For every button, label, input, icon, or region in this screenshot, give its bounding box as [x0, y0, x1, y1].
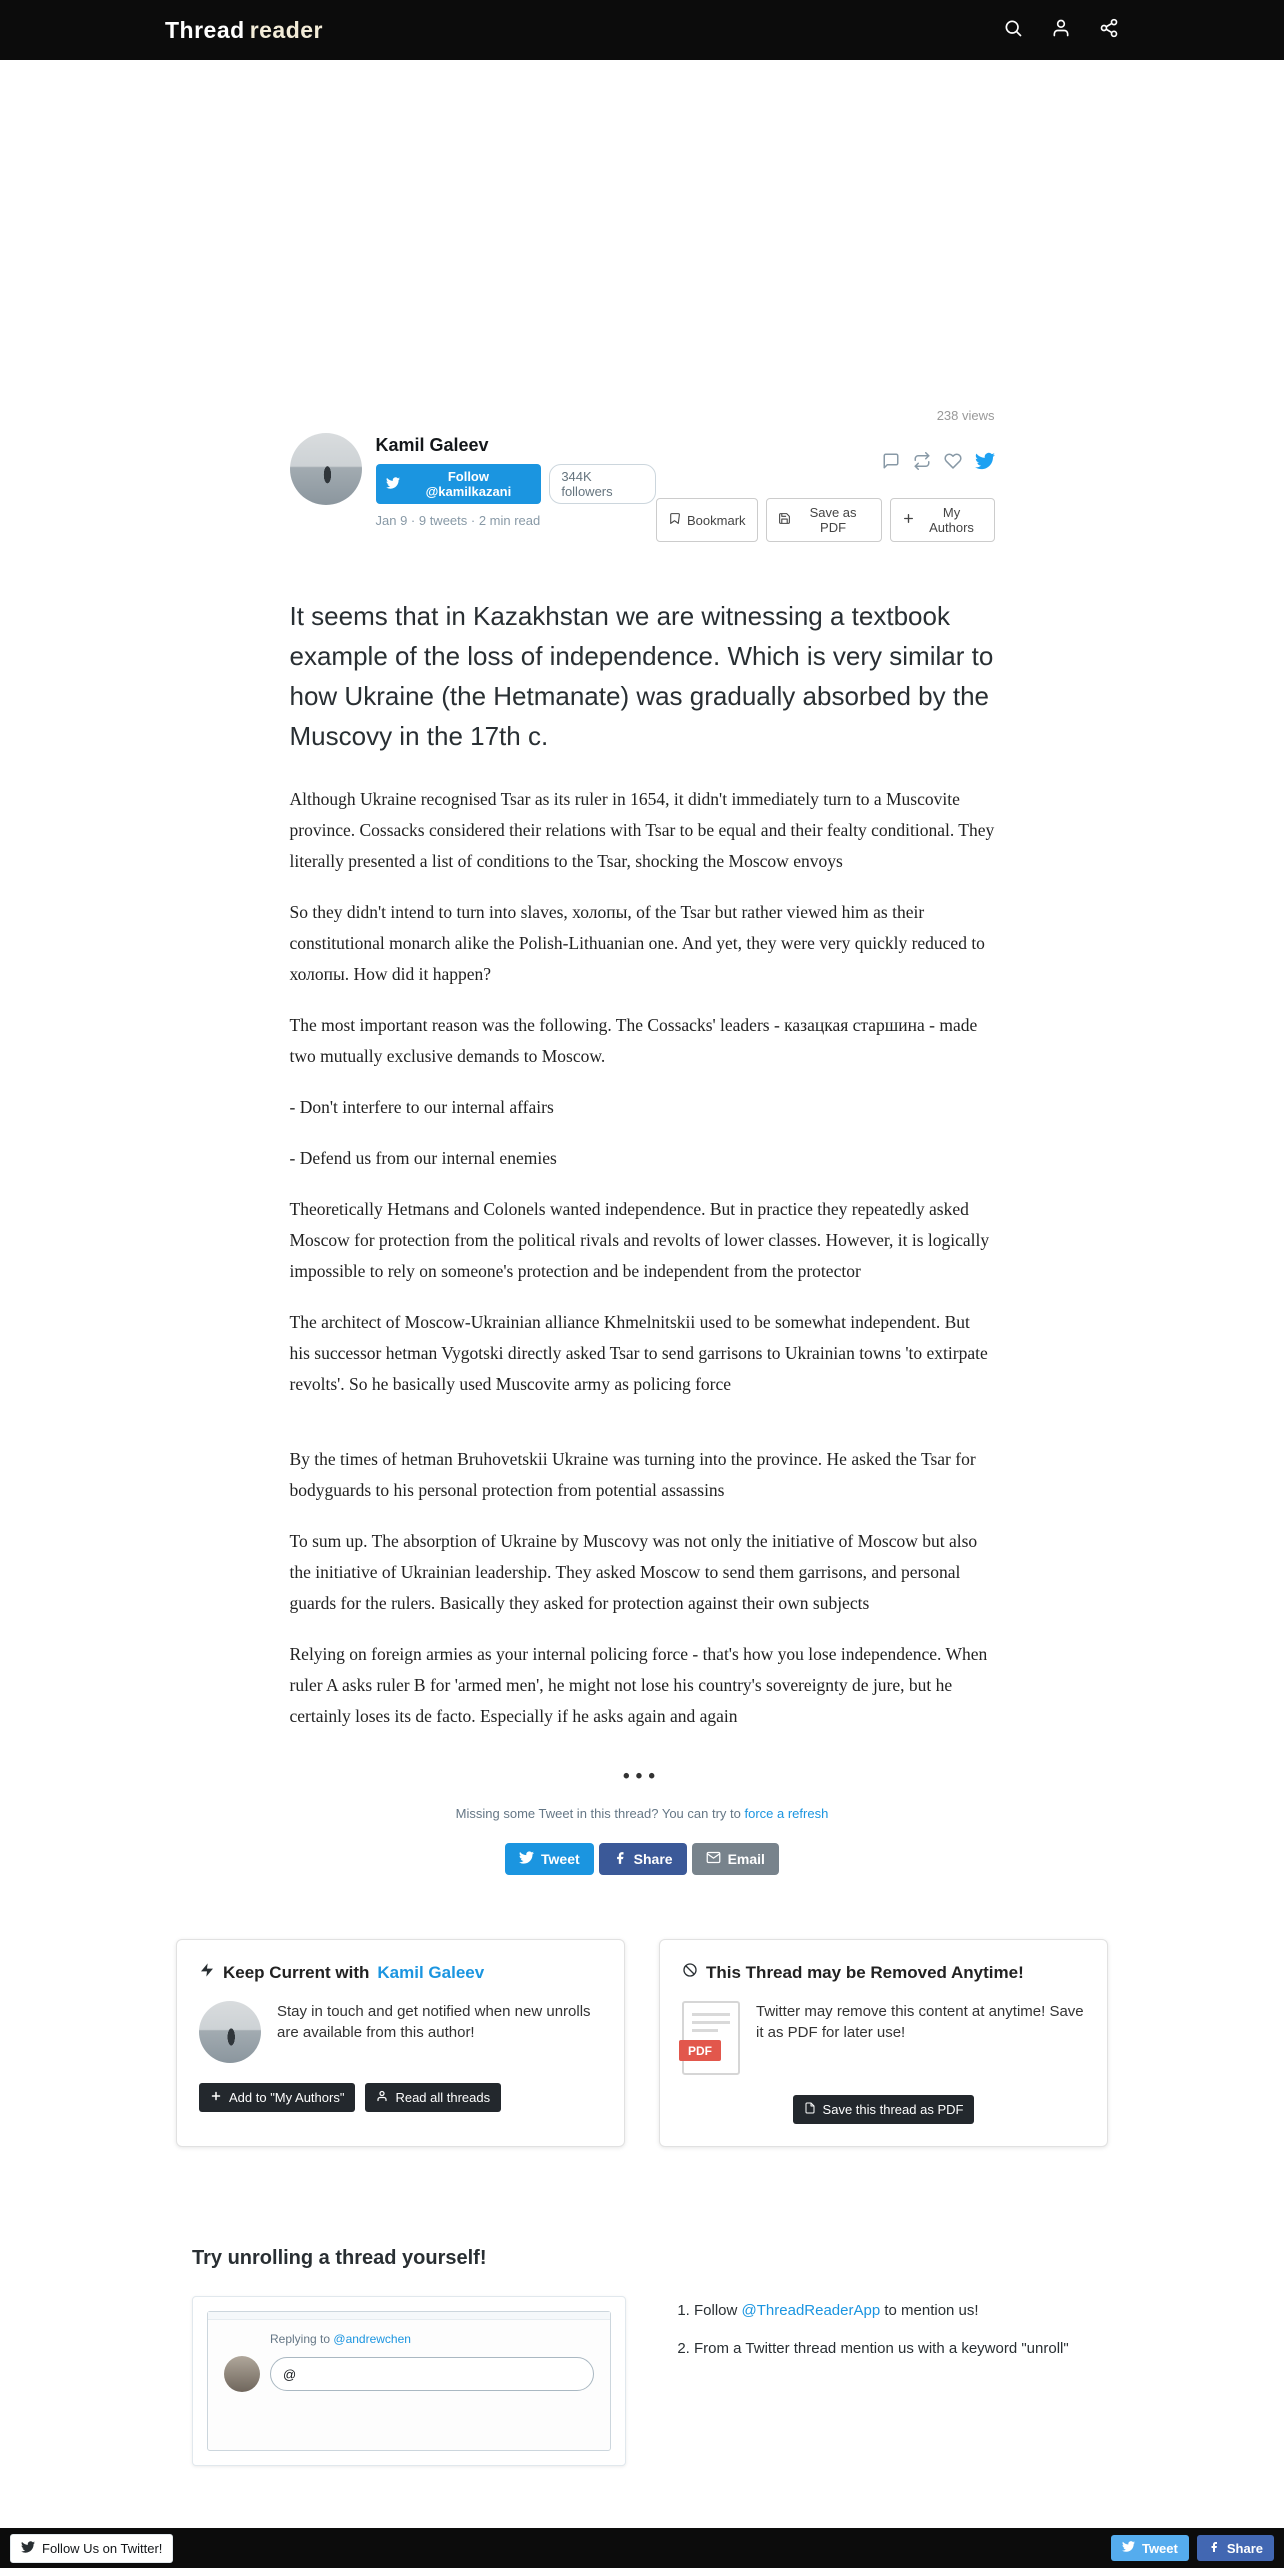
- pdf-card-title: [682, 1962, 1085, 1983]
- my-authors-button[interactable]: [890, 498, 995, 542]
- author-name[interactable]: Kamil Galeev: [375, 435, 489, 455]
- keep-current-text: Stay in touch and get notified when new unrolls are available from this author!: [277, 2003, 591, 2041]
- twitter-bird-icon: [386, 476, 400, 493]
- ban-icon: [682, 1962, 698, 1983]
- read-all-threads-label: Read all threads: [395, 2090, 491, 2105]
- try-unroll-heading: Try unrolling a thread yourself!: [192, 2247, 487, 2269]
- bottom-tweet-label: Tweet: [1141, 2540, 1178, 2556]
- envelope-icon: [706, 1850, 721, 1868]
- save-thread-pdf-button[interactable]: [793, 2095, 975, 2124]
- demo-screenshot: [192, 2296, 626, 2466]
- twitter-bird-icon: [1122, 2540, 1135, 2556]
- author-right: [656, 433, 995, 542]
- author-avatar[interactable]: [290, 433, 362, 505]
- step-text: From a Twitter thread mention us with a keyword "unroll": [694, 2340, 1069, 2357]
- keep-current-card: [176, 1939, 625, 2147]
- facebook-icon: [1208, 2541, 1220, 2556]
- pdf-card-title-text: This Thread may be Removed Anytime!: [706, 1962, 1024, 1982]
- plus-icon: [902, 512, 915, 528]
- author-header: [290, 433, 995, 542]
- engagement-icons: [882, 451, 995, 476]
- add-to-my-authors-label: Add to "My Authors": [229, 2090, 345, 2105]
- pdf-label: PDF: [679, 2040, 721, 2061]
- twitter-bird-icon: [21, 2540, 35, 2557]
- thread-actions: [656, 498, 995, 542]
- author-avatar: [199, 2001, 261, 2063]
- add-to-my-authors-button[interactable]: [199, 2083, 355, 2112]
- follow-us-label: Follow Us on Twitter!: [42, 2540, 163, 2556]
- thread-meta: Jan 9 · 9 tweets · 2 min read: [375, 513, 541, 528]
- pdf-file-icon: [682, 2001, 740, 2075]
- replying-to-handle: @andrewchen: [333, 2332, 411, 2346]
- email-share-button[interactable]: [692, 1843, 779, 1875]
- pdf-card-body: [682, 2001, 1085, 2075]
- tweet-text: So they didn't intend to turn into slaves, холопы, of the Tsar but rather viewed him as their constitutional monarch alike the Polish-Lithuanian one. And yet, they were very quickly reduced to холопы. How did it happen?: [289, 902, 985, 984]
- user-icon: [376, 2090, 388, 2105]
- retweet-icon[interactable]: [913, 452, 931, 475]
- file-icon: [804, 2102, 816, 2117]
- force-refresh-link[interactable]: force a refresh: [744, 1806, 829, 1821]
- thread-end-dots: •••: [623, 1766, 661, 1787]
- unroll-step: [694, 2300, 1069, 2322]
- try-unroll-section: [176, 2247, 1108, 2466]
- keep-current-actions: [199, 2083, 602, 2112]
- pdf-card-actions: [682, 2095, 1085, 2124]
- top-nav: [0, 0, 1284, 60]
- replying-to-line: [270, 2332, 594, 2346]
- plus-icon: [210, 2090, 222, 2105]
- save-icon: [778, 512, 791, 528]
- heart-icon[interactable]: [944, 452, 962, 475]
- keep-current-title-text: Keep Current with: [223, 1962, 370, 1982]
- pdf-card: [659, 1939, 1108, 2147]
- step-text: Follow: [694, 2302, 738, 2319]
- try-unroll-row: [192, 2296, 1108, 2466]
- tweet-text: The architect of Moscow-Ukrainian alliance Khmelnitskii used to be somewhat independent. But his successor hetman Vygotski directly asked Tsar to send garrisons to Ukrainian towns 'to extirpate revolts'. So he basically used Muscovite army as policing force: [289, 1312, 988, 1394]
- tweet-text: Relying on foreign armies as your internal policing force - that's how you lose independence. When ruler A asks ruler B for 'armed men', he might not lose his country's sovereignty de jure, but he certainly loses its de facto. Especially if he asks again and again: [289, 1644, 988, 1726]
- twitter-icon[interactable]: [975, 451, 995, 476]
- tweet-text: - Defend us from our internal enemies: [289, 1148, 557, 1168]
- bottom-tweet-button[interactable]: [1111, 2535, 1189, 2561]
- refresh-note: [290, 1806, 995, 1821]
- logo-thread: Thread: [165, 16, 245, 43]
- keep-current-title: [199, 1962, 602, 1983]
- tweet-text: Theoretically Hetmans and Colonels wanted independence. But in practice they repeatedly asked Moscow for protection from the political rivals and revolts of lower classes. However, it is logically impossible to rely on someone's protection and be independent from the protector: [289, 1199, 990, 1281]
- follow-row: [376, 464, 657, 504]
- views-count: 238 views: [936, 408, 995, 423]
- author-left: [290, 433, 657, 542]
- bottom-bar: [0, 2528, 1284, 2568]
- tweet-share-button[interactable]: [505, 1843, 594, 1875]
- facebook-share-label: Share: [633, 1851, 673, 1867]
- follow-us-button[interactable]: [10, 2534, 173, 2563]
- bookmark-label: Bookmark: [687, 512, 746, 528]
- share-icon[interactable]: [1099, 18, 1119, 43]
- tweet-text: The most important reason was the following. The Cossacks' leaders - казацкая старшина - made two mutually exclusive demands to Moscow.: [289, 1015, 978, 1066]
- bottom-share-buttons: [1111, 2535, 1274, 2561]
- twitter-bird-icon: [519, 1850, 534, 1868]
- keep-current-body: [199, 2001, 602, 2063]
- demo-chrome-bar: [208, 2312, 610, 2320]
- logo[interactable]: [165, 17, 323, 44]
- tweet-share-label: Tweet: [541, 1851, 580, 1867]
- share-row: [290, 1843, 995, 1875]
- demo-avatar: [224, 2356, 260, 2392]
- bookmark-icon: [668, 512, 681, 528]
- save-as-pdf-label: Save as PDF: [809, 505, 857, 535]
- author-link[interactable]: Kamil Galeev: [377, 1962, 485, 1982]
- bottom-share-button[interactable]: [1197, 2535, 1274, 2561]
- step-text: to mention us!: [884, 2302, 979, 2319]
- save-thread-pdf-label: Save this thread as PDF: [822, 2102, 964, 2117]
- comment-icon[interactable]: [882, 452, 900, 475]
- lightning-icon: [199, 1962, 215, 1983]
- bottom-share-label: Share: [1226, 2540, 1263, 2556]
- facebook-icon: [613, 1851, 627, 1868]
- demo-screenshot-inner: [207, 2311, 611, 2451]
- refresh-text: Missing some Tweet in this thread? You can try to: [455, 1806, 741, 1821]
- nav-icons: [1003, 18, 1119, 43]
- promo-cards: [176, 1939, 1108, 2147]
- search-icon[interactable]: [1003, 18, 1023, 43]
- tweet-text: By the times of hetman Bruhovetskii Ukraine was turning into the province. He asked the Tsar for bodyguards to his personal protection from potential assassins: [289, 1449, 976, 1500]
- followers-badge: 344K followers: [549, 464, 656, 504]
- save-as-pdf-button[interactable]: [766, 498, 882, 542]
- bookmark-button[interactable]: [656, 498, 758, 542]
- unroll-step: [694, 2338, 1069, 2360]
- tweet-text: To sum up. The absorption of Ukraine by Muscovy was not only the initiative of Moscow but also the initiative of Ukrainian leadership. They asked Moscow to send them garrisons, and personal guards for the rulers. Basically they asked for protection against their own subjects: [289, 1531, 978, 1613]
- thread-content: [290, 408, 995, 1875]
- tweet-text: Although Ukraine recognised Tsar as its ruler in 1654, it didn't immediately turn to a Muscovite province. Cossacks considered their relations with Tsar to be equal and their fealty conditional. They literally presented a list of conditions to the Tsar, shocking the Moscow envoys: [289, 789, 995, 871]
- author-info: [376, 433, 657, 542]
- read-all-threads-button[interactable]: [365, 2083, 501, 2112]
- replying-to-text: Replying to: [270, 2332, 331, 2346]
- tweet-text: - Don't interfere to our internal affairs: [289, 1097, 554, 1117]
- logo-reader: reader: [249, 16, 324, 43]
- facebook-share-button[interactable]: [599, 1843, 687, 1875]
- threadreaderapp-link[interactable]: @ThreadReaderApp: [741, 2302, 881, 2319]
- demo-reply-input: [270, 2357, 594, 2391]
- pdf-card-text: Twitter may remove this content at anytime! Save it as PDF for later use!: [756, 2003, 1084, 2041]
- follow-button[interactable]: [376, 464, 542, 504]
- email-share-label: Email: [727, 1851, 765, 1867]
- demo-typed-text: @: [283, 2366, 297, 2382]
- my-authors-label: My Authors: [929, 505, 974, 535]
- demo-compose-row: [224, 2356, 594, 2392]
- unroll-steps: [672, 2300, 1069, 2376]
- follow-button-label: Follow @kamilkazani: [425, 469, 512, 499]
- user-account-icon[interactable]: [1051, 18, 1071, 43]
- thread-title: It seems that in Kazakhstan we are witnessing a textbook example of the loss of independence. Which is very similar to how Ukraine (the Hetmanate) was gradually absorbed by the Muscovy in the 17th c.: [289, 601, 994, 751]
